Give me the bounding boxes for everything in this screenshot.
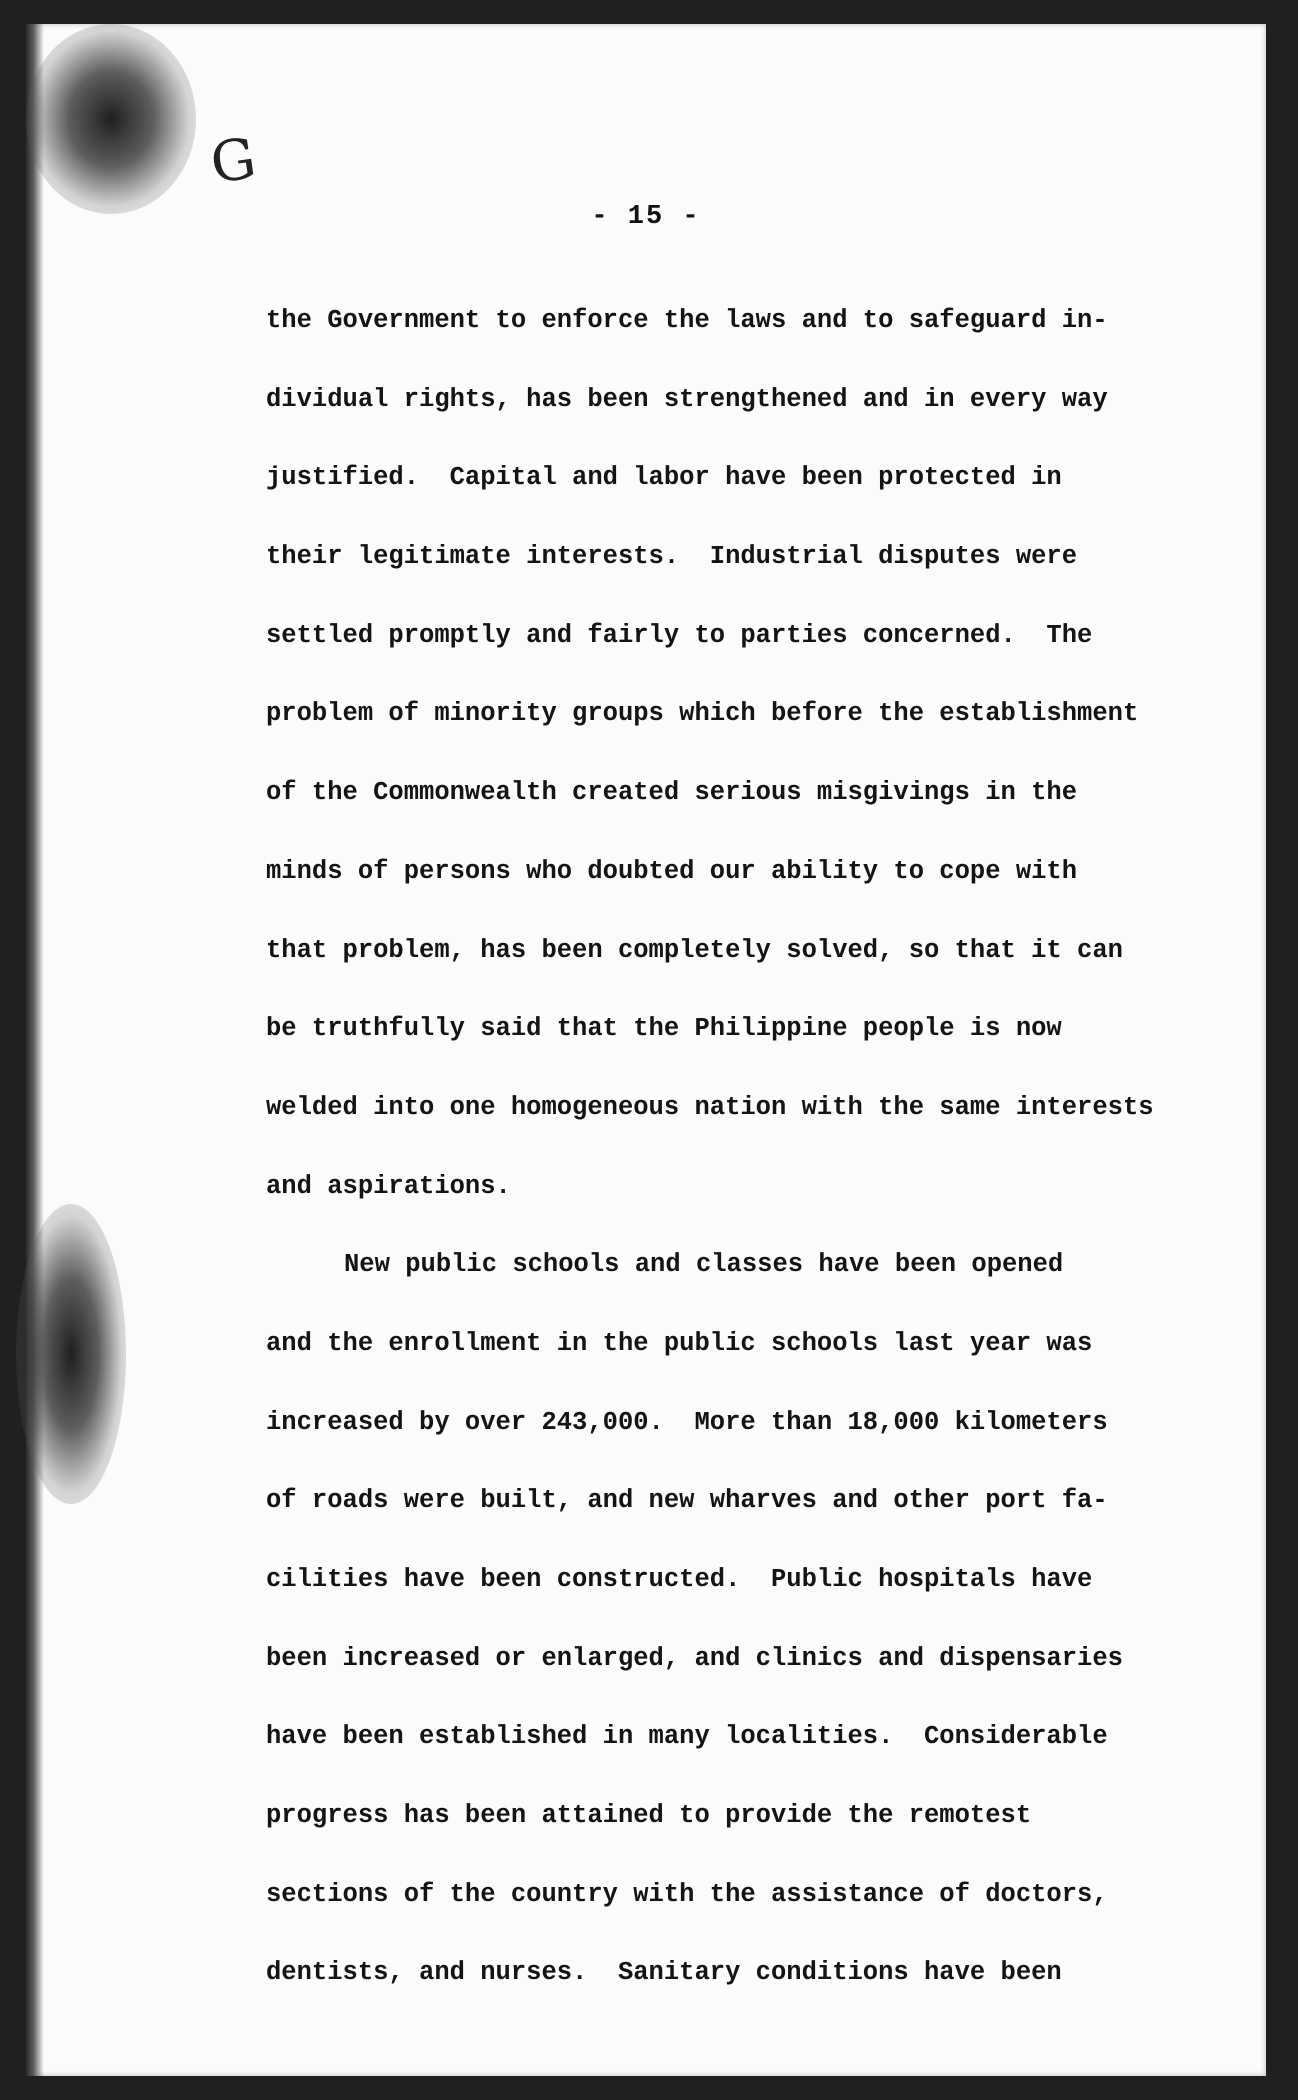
text-line: of roads were built, and new wharves and other port fa-: [266, 1486, 1108, 1516]
text-line: of the Commonwealth created serious misgivings in the: [266, 778, 1078, 808]
page-edge-shadow: [26, 24, 44, 2076]
paragraph-start-line: New public schools and classes have been opened: [344, 1250, 1064, 1280]
text-line: progress has been attained to provide the remotest: [266, 1801, 1032, 1831]
text-line: cilities have been constructed. Public hospitals have: [266, 1565, 1093, 1594]
text-line: increased by over 243,000. More than 18,000 kilometers: [266, 1407, 1108, 1437]
text-line: their legitimate interests. Industrial disputes were: [266, 542, 1078, 572]
text-line: problem of minority groups which before the establishment: [266, 699, 1139, 729]
handwritten-corner-mark: G: [206, 126, 261, 197]
text-line: that problem, has been completely solved, so that it can: [266, 935, 1123, 965]
text-line: minds of persons who doubted our ability to cope with: [266, 856, 1078, 886]
text-line: sections of the country with the assistance of doctors,: [266, 1879, 1108, 1909]
text-line: welded into one homogeneous nation with the same interests: [266, 1092, 1154, 1122]
page-number: - 15 -: [591, 202, 701, 232]
text-line: dentists, and nurses. Sanitary conditions have been: [266, 1958, 1062, 1988]
ink-smudge-left-margin: [16, 1204, 126, 1504]
typed-text-body: [266, 282, 1206, 2013]
text-line: dividual rights, has been strengthened and in every way: [266, 384, 1108, 414]
text-line: and aspirations.: [266, 1171, 511, 1201]
text-line: justified. Capital and labor have been protected in: [266, 463, 1062, 493]
text-line: and the enrollment in the public schools last year was: [266, 1328, 1093, 1358]
text-line: settled promptly and fairly to parties concerned. The: [266, 620, 1093, 650]
text-line: be truthfully said that the Philippine people is now: [266, 1014, 1062, 1044]
text-line: the Government to enforce the laws and to safeguard in-: [266, 306, 1108, 335]
document-page: [26, 24, 1266, 2076]
text-line: been increased or enlarged, and clinics and dispensaries: [266, 1643, 1123, 1673]
text-line: have been established in many localities. Considerable: [266, 1722, 1108, 1752]
ink-smudge-top-left: [26, 24, 196, 214]
